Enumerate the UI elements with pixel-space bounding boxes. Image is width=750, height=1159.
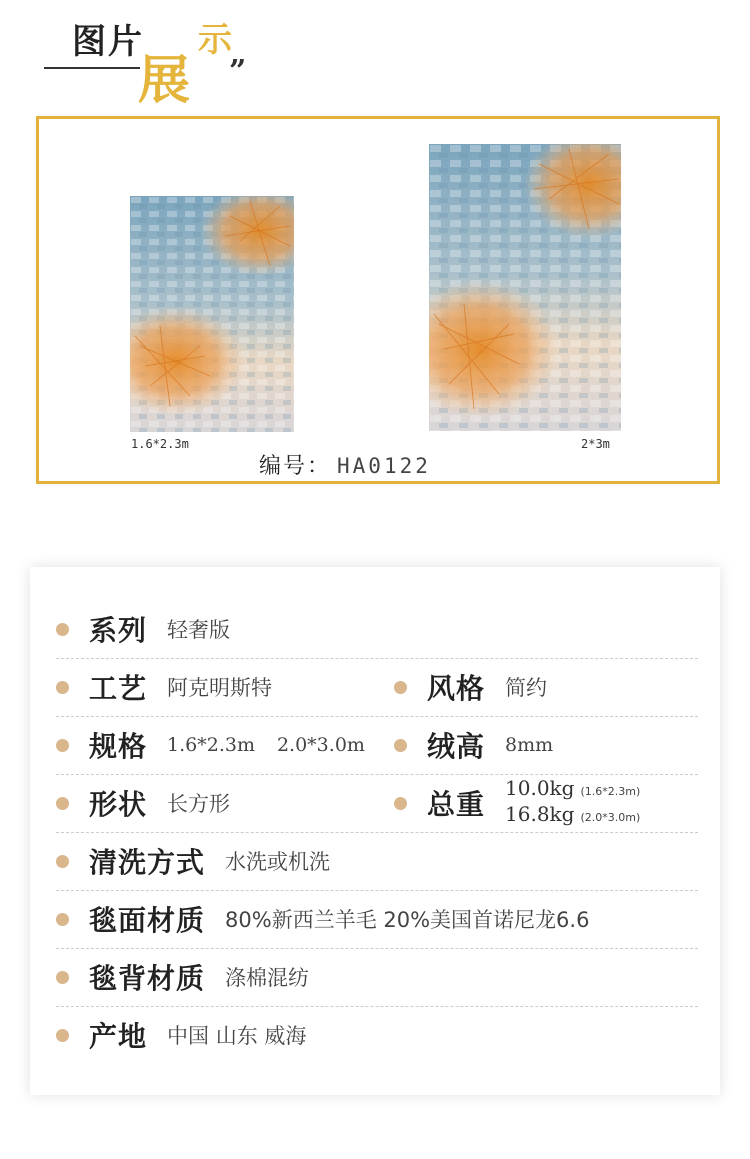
rug-pattern-small: [130, 196, 294, 432]
rug-pattern-large: [429, 144, 621, 431]
spec-label: 规格: [89, 730, 148, 763]
spec-label: 总重: [427, 788, 486, 821]
weight-size-note: (1.6*2.3m): [580, 785, 641, 798]
spec-value: 2.0*3.0m: [276, 734, 365, 756]
spec-row-craft-style: [56, 658, 698, 717]
spec-label: 系列: [89, 614, 148, 647]
bullet-dot: [56, 797, 69, 810]
rug-image-large: [429, 144, 621, 431]
weight-value: 16.8kg: [505, 802, 575, 826]
product-code-label: 编号：: [259, 454, 332, 479]
bullet-dot: [56, 855, 69, 868]
title-underline: [44, 67, 140, 69]
spec-row-origin: [56, 1006, 698, 1064]
spec-label: 清洗方式: [89, 846, 206, 879]
spec-value: 长方形: [167, 792, 231, 816]
bullet-dot: [56, 623, 69, 636]
spec-value: 涤棉混纺: [225, 966, 310, 990]
section-title-part1: 图片: [72, 22, 144, 62]
spec-label: 风格: [427, 672, 486, 705]
weight-size-note: (2.0*3.0m): [580, 811, 641, 824]
spec-row-size-pile: [56, 716, 698, 775]
spec-label: 形状: [89, 788, 148, 821]
rug-size-label-large: 2*3m: [581, 437, 610, 451]
spec-label: 毯面材质: [89, 904, 206, 937]
spec-label: 毯背材质: [89, 962, 206, 995]
spec-row-back-material: [56, 948, 698, 1007]
bullet-dot: [394, 739, 407, 752]
bullet-dot: [394, 681, 407, 694]
rug-image-small: [130, 196, 294, 432]
spec-row-face-material: [56, 890, 698, 949]
spec-row-series: [56, 600, 698, 659]
section-title-part2: 展: [138, 51, 191, 111]
gallery-frame: [36, 116, 720, 484]
bullet-dot: [56, 971, 69, 984]
spec-value: 中国 山东 威海: [167, 1024, 307, 1048]
section-title-part3: 示: [198, 20, 232, 60]
bullet-dot: [56, 913, 69, 926]
spec-value: 80%新西兰羊毛 20%美国首诺尼龙6.6: [225, 908, 590, 932]
spec-value: 8mm: [505, 734, 554, 756]
spec-value: 水洗或机洗: [225, 850, 331, 874]
spec-label: 绒高: [427, 730, 486, 763]
product-code-value: HA0122: [337, 454, 431, 478]
spec-value: 轻奢版: [167, 618, 231, 642]
spec-label: 工艺: [89, 672, 148, 705]
spec-value: 阿克明斯特: [167, 676, 273, 700]
product-code: [259, 449, 431, 480]
bullet-dot: [56, 739, 69, 752]
spec-card: [30, 567, 720, 1095]
rug-size-label-small: 1.6*2.3m: [131, 437, 189, 451]
weight-value: 10.0kg: [505, 776, 575, 800]
spec-row-wash: [56, 832, 698, 891]
quote-mark: ”: [229, 54, 247, 89]
bullet-dot: [56, 1029, 69, 1042]
spec-value: 1.6*2.3m: [167, 734, 255, 756]
weight-values: [505, 777, 640, 829]
spec-value: 简约: [505, 676, 548, 700]
spec-row-shape-weight: [56, 774, 698, 833]
bullet-dot: [56, 681, 69, 694]
bullet-dot: [394, 797, 407, 810]
spec-label: 产地: [89, 1020, 148, 1053]
